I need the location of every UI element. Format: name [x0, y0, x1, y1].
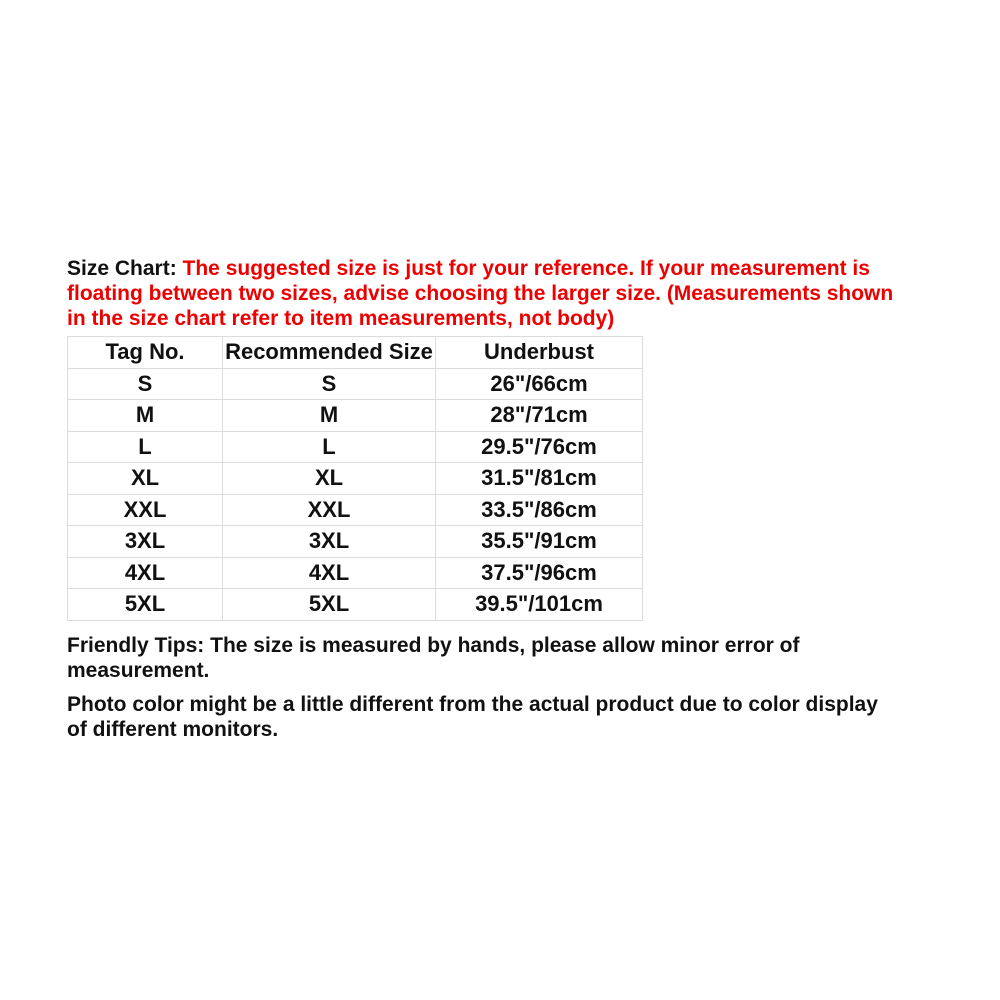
photo-color-line-2: of different monitors.	[67, 717, 279, 741]
size-chart-note-line-3: in the size chart refer to item measurements, not body)	[67, 307, 615, 330]
cell-tag-no: XL	[68, 463, 223, 495]
cell-underbust: 29.5"/76cm	[436, 431, 643, 463]
size-chart-note-line-2: floating between two sizes, advise choosing the larger size. (Measurements shown	[67, 282, 894, 305]
cell-underbust: 31.5"/81cm	[436, 463, 643, 495]
table-row	[68, 431, 643, 463]
table-row	[68, 463, 643, 495]
table-row	[68, 400, 643, 432]
friendly-tips-note	[67, 633, 977, 683]
table-header-row	[68, 337, 643, 369]
cell-underbust: 37.5"/96cm	[436, 557, 643, 589]
cell-recommended-size: 3XL	[223, 526, 436, 558]
cell-underbust: 28"/71cm	[436, 400, 643, 432]
cell-recommended-size: M	[223, 400, 436, 432]
table-row	[68, 368, 643, 400]
size-chart-note	[67, 256, 977, 331]
cell-recommended-size: L	[223, 431, 436, 463]
cell-recommended-size: XL	[223, 463, 436, 495]
cell-recommended-size: XXL	[223, 494, 436, 526]
table-row	[68, 494, 643, 526]
table-row	[68, 526, 643, 558]
col-header-recommended-size: Recommended Size	[223, 337, 436, 369]
size-chart-content	[67, 256, 977, 742]
cell-tag-no: S	[68, 368, 223, 400]
cell-tag-no: M	[68, 400, 223, 432]
cell-tag-no: XXL	[68, 494, 223, 526]
photo-color-note	[67, 692, 977, 742]
col-header-underbust: Underbust	[436, 337, 643, 369]
size-chart-note-line-1: The suggested size is just for your reference. If your measurement is	[182, 257, 870, 280]
friendly-tips-line-1: Friendly Tips: The size is measured by hands, please allow minor error of	[67, 633, 800, 657]
cell-recommended-size: 4XL	[223, 557, 436, 589]
cell-underbust: 33.5"/86cm	[436, 494, 643, 526]
col-header-tag-no: Tag No.	[68, 337, 223, 369]
friendly-tips-line-2: measurement.	[67, 658, 210, 682]
cell-underbust: 26"/66cm	[436, 368, 643, 400]
cell-tag-no: 4XL	[68, 557, 223, 589]
size-chart-note-label: Size Chart:	[67, 257, 177, 280]
photo-color-line-1: Photo color might be a little different from the actual product due to color display	[67, 692, 878, 716]
cell-tag-no: 3XL	[68, 526, 223, 558]
table-row	[68, 589, 643, 621]
cell-underbust: 35.5"/91cm	[436, 526, 643, 558]
cell-tag-no: 5XL	[68, 589, 223, 621]
cell-recommended-size: S	[223, 368, 436, 400]
cell-underbust: 39.5"/101cm	[436, 589, 643, 621]
size-chart-table	[67, 336, 643, 621]
cell-recommended-size: 5XL	[223, 589, 436, 621]
cell-tag-no: L	[68, 431, 223, 463]
table-row	[68, 557, 643, 589]
